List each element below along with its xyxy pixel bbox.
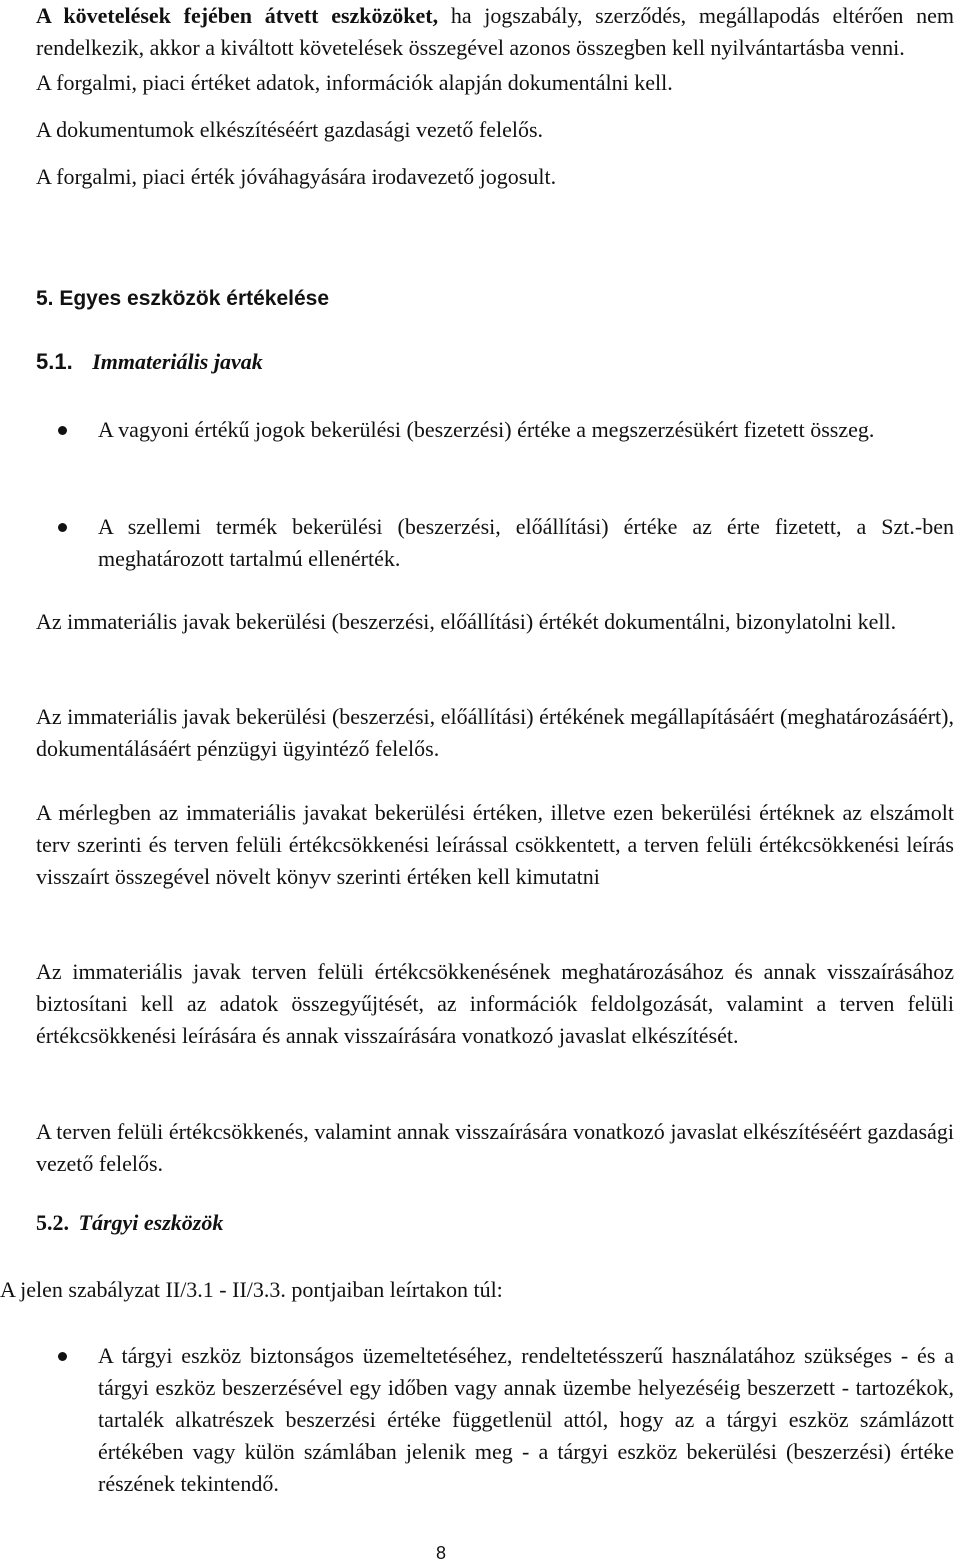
paragraph: A terven felüli értékcsökkenés, valamint annak visszaírására vonatkozó javaslat elkészítéséért gazdasági vezető felelős. [36,1119,954,1176]
section-5-heading: 5. Egyes eszközök értékelése [36,287,330,310]
intro-paragraph [36,0,954,64]
paragraph: A mérlegben az immateriális javakat bekerülési értéken, illetve ezen bekerülési értéknek az elszámolt terv szerinti és terven felüli értékcsökkenési leírással csökkentett, a terven felüli értékcsökkenési leírás visszaírt összegével növelt könyv szerinti értéken kell kimutatni [36,800,954,889]
paragraph: Az immateriális javak bekerülési (beszerzési, előállítási) értékének megállapításáért (meghatározásáért), dokumentálásáért pénzügyi ügyintéző felelős. [36,704,954,761]
bullet-icon [58,523,67,532]
bullet-icon [58,426,67,435]
bullet-icon [58,1352,67,1361]
section-5-1-number: 5.1. [36,349,73,374]
paragraph: Az immateriális javak terven felüli értékcsökkenésének meghatározásához és annak visszaírásához biztosítani kell az adatok összegyűjtését, az információk feldolgozását, valamint a terven felüli értékcsökkenési leírására és annak visszaírására vonatkozó javaslat elkészítését. [36,959,954,1048]
intro-block [36,0,954,193]
section-5-1-title: Immateriális javak [92,349,263,374]
intro-lead-bold: A követelések fejében átvett eszközöket, [36,3,439,28]
section-5-2-number: 5.2. [36,1210,69,1235]
intro-line-2: A forgalmi, piaci értéket adatok, információk alapján dokumentálni kell. [36,70,673,95]
section-5-2-heading [36,1210,223,1236]
list-item [98,511,954,575]
section-5-1-heading [36,349,263,375]
list-item [98,414,954,446]
section-5-2-title: Tárgyi eszközök [78,1210,224,1235]
bullet-text: A tárgyi eszköz biztonságos üzemeltetéséhez, rendeltetésszerű használatához szükséges - és a tárgyi eszköz beszerzésével egy időben vagy annak üzembe helyezéséig beszerzett - tartozékok, tartalék alkatrészek beszerzési értéke függetlenül attól, hogy az a tárgyi eszköz számlázott értékében vagy külön számlában jelenik meg - a tárgyi eszköz bekerülési (beszerzési) értéke részének tekintendő. [98,1343,954,1496]
list-item [98,1340,954,1500]
paragraph: Az immateriális javak bekerülési (beszerzési, előállítási) értékét dokumentálni, bizonylatolni kell. [36,609,897,634]
bullet-text: A vagyoni értékű jogok bekerülési (beszerzési) értéke a megszerzésükért fizetett összeg. [98,417,875,442]
bullet-text: A szellemi termék bekerülési (beszerzési, előállítási) értéke az érte fizetett, a Szt.-ben meghatározott tartalmú ellenérték. [98,514,954,571]
intro-lead-rest: ha jogszabály, szerződés, megállapodás eltérően nem rendelkezik, akkor a kiváltott követelések összegével azonos összegben kell nyilvántartásba venni. [36,3,954,60]
intro-line-4: A forgalmi, piaci érték jóváhagyására irodavezető jogosult. [36,164,557,189]
section-5-2-intro: A jelen szabályzat II/3.1 - II/3.3. pontjaiban leírtakon túl: [0,1277,503,1302]
page-number: 8 [436,1543,447,1563]
intro-line-3: A dokumentumok elkészítéséért gazdasági vezető felelős. [36,117,544,142]
